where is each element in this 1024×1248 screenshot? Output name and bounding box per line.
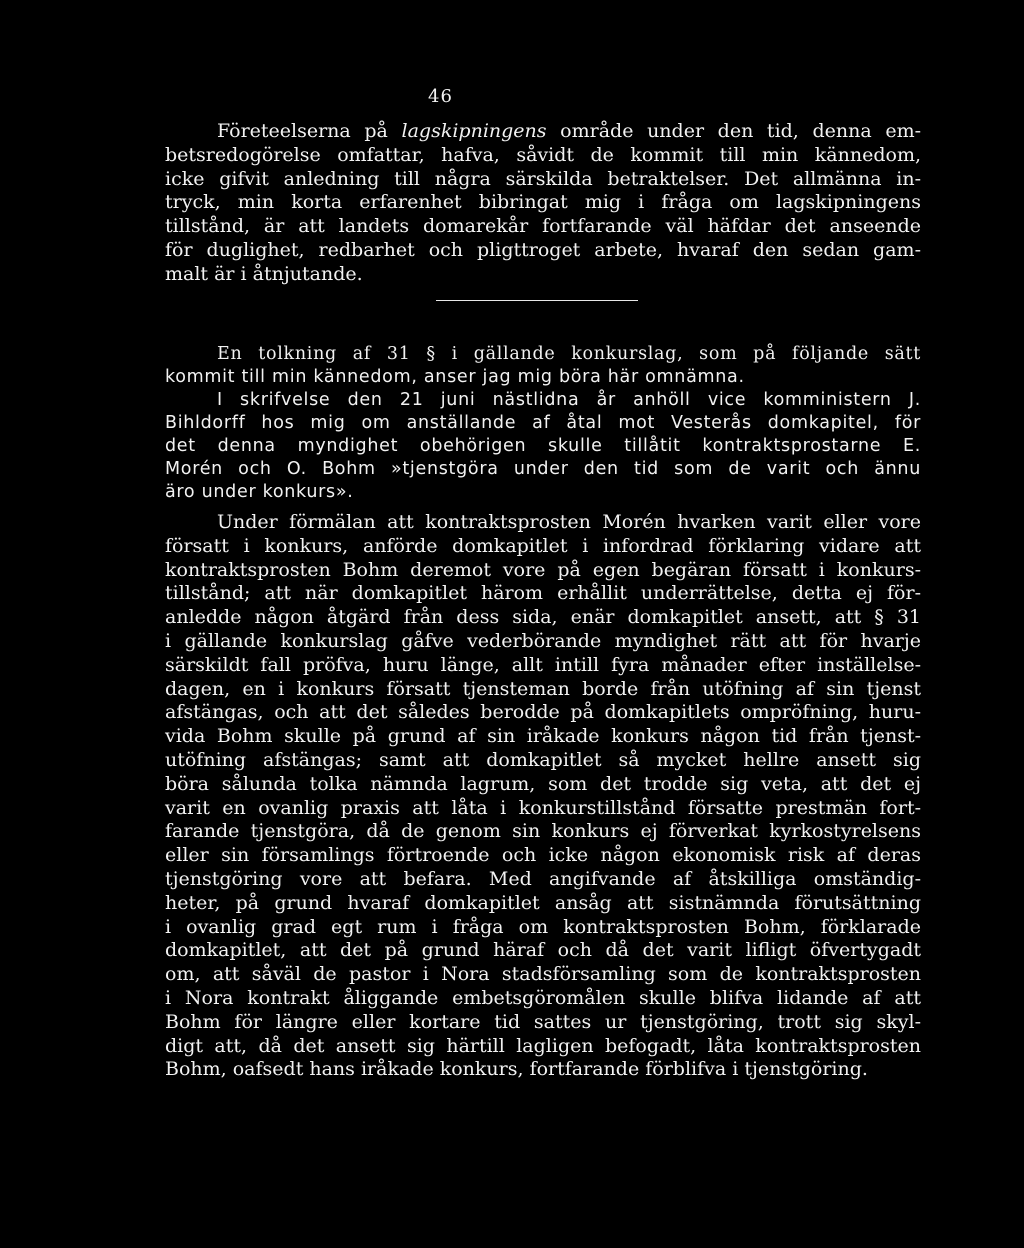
paragraph-line: böra sålunda tolka nämnda lagrum, som det trodde sig veta, att det ej	[165, 772, 921, 795]
paragraph-line: digt att, då det ansett sig härtill lagligen befogadt, låta kontraktsprosten	[165, 1034, 921, 1057]
paragraph-line: farande tjenstgöra, då de genom sin konkurs ej förverkat kyrkostyrelsens	[165, 820, 921, 843]
paragraph-line: i ovanlig grad egt rum i fråga om kontraktsprosten Bohm, förklarade	[165, 915, 921, 938]
paragraph-line: icke gifvit anledning till några särskilda betraktelser. Det allmänna in-	[165, 167, 921, 190]
paragraph-line: äro under konkurs».	[165, 482, 354, 502]
italic-term: lagskipningens	[401, 120, 547, 142]
paragraph-line: heter, på grund hvaraf domkapitlet ansåg att sistnämnda förutsättning	[165, 891, 921, 914]
paragraph-line: om, att såväl de pastor i Nora stadsförsamling som de kontraktsprosten	[165, 963, 921, 986]
paragraph-line: kommit till min kännedom, anser jag mig böra här omnämna.	[165, 367, 745, 387]
paragraph-line: i gällande konkurslag gåfve vederbörande myndighet rätt att för hvarje	[165, 629, 921, 652]
paragraph-line: I skrifvelse den 21 juni nästlidna år anhöll vice komministern J.	[217, 390, 921, 410]
paragraph-domkapitel	[165, 511, 921, 1082]
paragraph-line: Bohm för längre eller kortare tid sattes ur tjenstgöring, trott sig skyl-	[165, 1010, 921, 1033]
paragraph-line: särskildt fall pröfva, huru länge, allt intill fyra månader efter inställelse-	[165, 653, 921, 676]
paragraph-line: afstängas, och att det således berodde på domkapitlets ompröfning, huru-	[165, 701, 921, 724]
paragraph-line: kontraktsprosten Bohm deremot vore på egen begäran försatt i konkurs-	[165, 558, 921, 581]
paragraph-line: Bihldorff hos mig om anställande af åtal mot Vesterås domkapitel, för	[165, 413, 921, 433]
paragraph-line: tillstånd; att när domkapitlet härom erhållit underrättelse, detta ej för-	[165, 582, 921, 605]
paragraph-line: dagen, en i konkurs försatt tjensteman borde från utöfning af sin tjenst	[165, 677, 921, 700]
paragraph-line: Bohm, oafsedt hans iråkade konkurs, fortfarande förblifva i tjenstgöring.	[165, 1058, 868, 1081]
paragraph-line	[165, 120, 921, 144]
paragraph-line: eller sin församlings förtroende och icke någon ekonomisk risk af deras	[165, 844, 921, 867]
paragraph-line: En tolkning af 31 § i gällande konkurslag, som på följande sätt	[217, 344, 921, 364]
paragraph-line: betsredogörelse omfattar, hafva, såvidt de kommit till min kännedom,	[165, 143, 921, 166]
paragraph-line: i Nora kontrakt åliggande embetsgöromålen skulle blifva lidande af att	[165, 986, 921, 1009]
paragraph-line: utöfning afstängas; samt att domkapitlet så mycket hellre ansett sig	[165, 748, 921, 771]
paragraph-line: anledde någon åtgärd från dess sida, enär domkapitlet ansett, att § 31	[165, 606, 921, 629]
paragraph-line: det denna myndighet obehörigen skulle tillåtit kontraktsprostarne E.	[165, 436, 921, 456]
paragraph-line: för duglighet, redbarhet och pligttroget arbete, hvaraf den sedan gam-	[165, 238, 921, 261]
section-divider	[436, 300, 638, 301]
paragraph-line: tillstånd, är att landets domarekår fortfarande väl häfdar det anseende	[165, 215, 921, 238]
paragraph-line: försatt i konkurs, anförde domkapitlet i infordrad förklaring vidare att	[165, 534, 921, 557]
paragraph-line: Under förmälan att kontraktsprosten Morén hvarken varit eller vore	[217, 511, 921, 533]
paragraph-line: vida Bohm skulle på grund af sin iråkade konkurs någon tid från tjenst-	[165, 725, 921, 748]
paragraph-konkurslag	[165, 343, 921, 504]
paragraph-line: tjenstgöring vore att befara. Med angifvande af åtskilliga omständig-	[165, 867, 921, 890]
paragraph-line: varit en ovanlig praxis att låta i konkurstillstånd försatte prestmän fort-	[165, 796, 921, 819]
paragraph-line: tryck, min korta erfarenhet bibringat mig i fråga om lagskipningens	[165, 191, 921, 214]
paragraph-line: domkapitlet, att det på grund häraf och då det varit lifligt öfvertygadt	[165, 939, 921, 962]
page-number: 46	[428, 86, 453, 107]
paragraph-line: malt är i åtnjutande.	[165, 262, 363, 285]
paragraph-line: Morén och O. Bohm »tjenstgöra under den tid som de varit och ännu	[165, 459, 921, 479]
line-segment: Företeelserna på	[217, 120, 402, 142]
paragraph-lagskipning	[165, 120, 921, 287]
line-segment: område under den tid, denna em-	[546, 120, 922, 142]
